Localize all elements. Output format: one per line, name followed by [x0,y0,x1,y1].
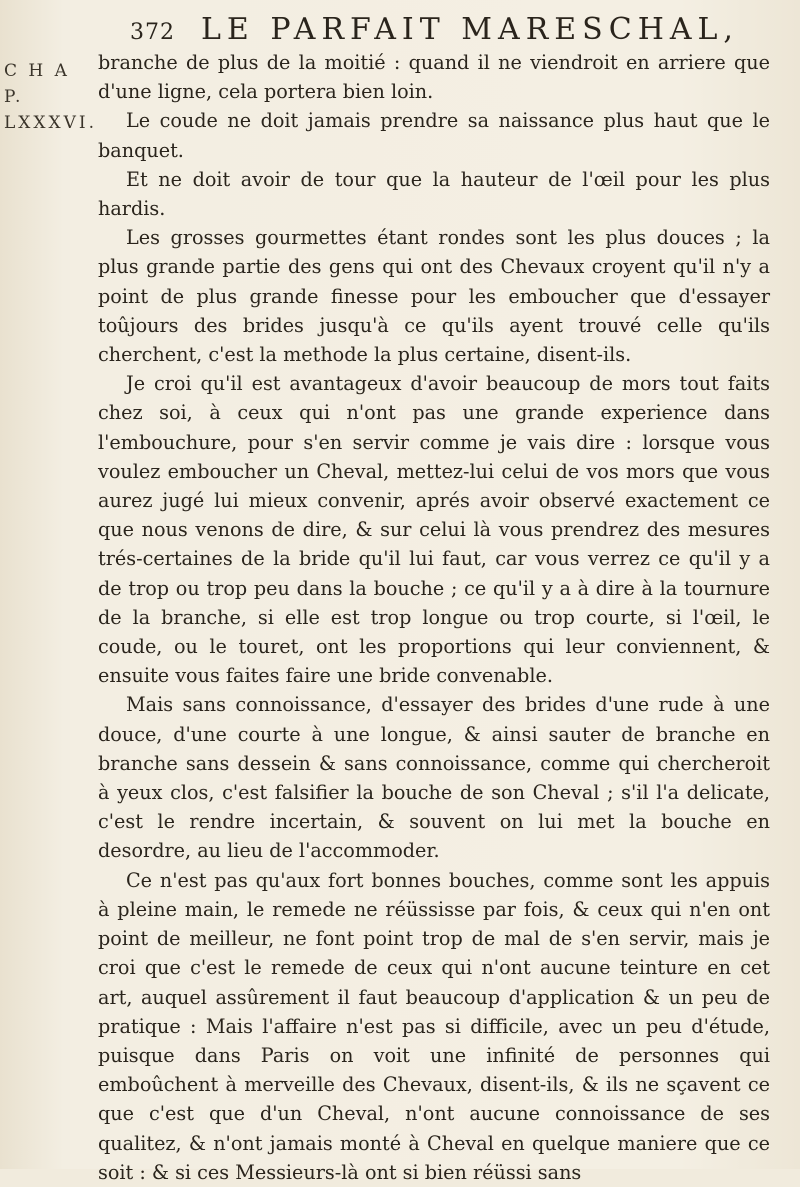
chapter-label: C H A P. [4,61,70,107]
body-text [98,48,770,1187]
running-title: LE PARFAIT MARESCHAL, [201,12,739,47]
paragraph: Je croi qu'il est avantageux d'avoir beaucoup de mors tout faits chez soi, à ceux qui n'ont pas une grande experience dans l'embouchure, pour s'en servir comme je vais dire : lorsque vous voulez emboucher un Cheval, mettez-lui celui de vos mors que vous aurez jugé lui mieux convenir, aprés avoir observé exactement ce que nous venons de dire, & sur celui là vous prendrez des mesures trés-certaines de la bride qu'il lui faut, car vous verrez ce qu'il y a de trop ou trop peu dans la bouche ; ce qu'il y a à dire à la tournure de la branche, si elle est trop longue ou trop courte, si l'œil, le coude, ou le touret, ont les proportions qui leur conviennent, & ensuite vous faites faire une bride convenable. [98,372,770,688]
paragraph: Ce n'est pas qu'aux fort bonnes bouches, comme sont les appuis à pleine main, le remede ne réüssisse par fois, & ceux qui n'en ont point de meilleur, ne font point trop de mal de s'en servir, mais je croi que c'est le remede de ceux qui n'ont aucune teinture en cet art, auquel assûrement il faut beaucoup d'application & un peu de pratique : Mais l'affaire n'est pas si difficile, avec un peu d'étude, puisque dans Paris on voit une infinité de personnes qui emboûchent à merveille des Chevaux, disent-ils, & ils ne sçavent ce que c'est que d'un Cheval, n'ont aucune connoissance de ses qualitez, & n'ont jamais monté à Cheval en quelque maniere que ce soit : & si ces Messieurs-là ont si bien réüssi sans [98,868,770,1184]
paragraph: Le coude ne doit jamais prendre sa naissance plus haut que le banquet. [98,109,770,162]
chapter-number: LXXXVI. [4,113,97,133]
paragraph: branche de plus de la moitié : quand il ne viendroit en arriere que d'une ligne, cela portera bien loin. [98,51,770,104]
chapter-margin-note [4,58,97,136]
page-number: 372 [130,20,175,45]
paragraph: Les grosses gourmettes étant rondes sont les plus douces ; la plus grande partie des gens qui ont des Chevaux croyent qu'il n'y a point de plus grande finesse pour les emboucher que d'essayer toûjours des brides jusqu'à ce qu'ils ayent trouvé celle qu'ils cherchent, c'est la methode la plus certaine, disent-ils. [98,226,770,367]
paragraph: Mais sans connoissance, d'essayer des brides d'une rude à une douce, d'une courte à une longue, & ainsi sauter de branche en branche sans dessein & sans connoissance, comme qui chercheroit à yeux clos, c'est falsifier la bouche de son Cheval ; s'il l'a delicate, c'est le rendre incertain, & souvent on lui met la bouche en desordre, au lieu de l'accommoder. [98,693,770,863]
paragraph: Et ne doit avoir de tour que la hauteur de l'œil pour les plus hardis. [98,167,770,221]
